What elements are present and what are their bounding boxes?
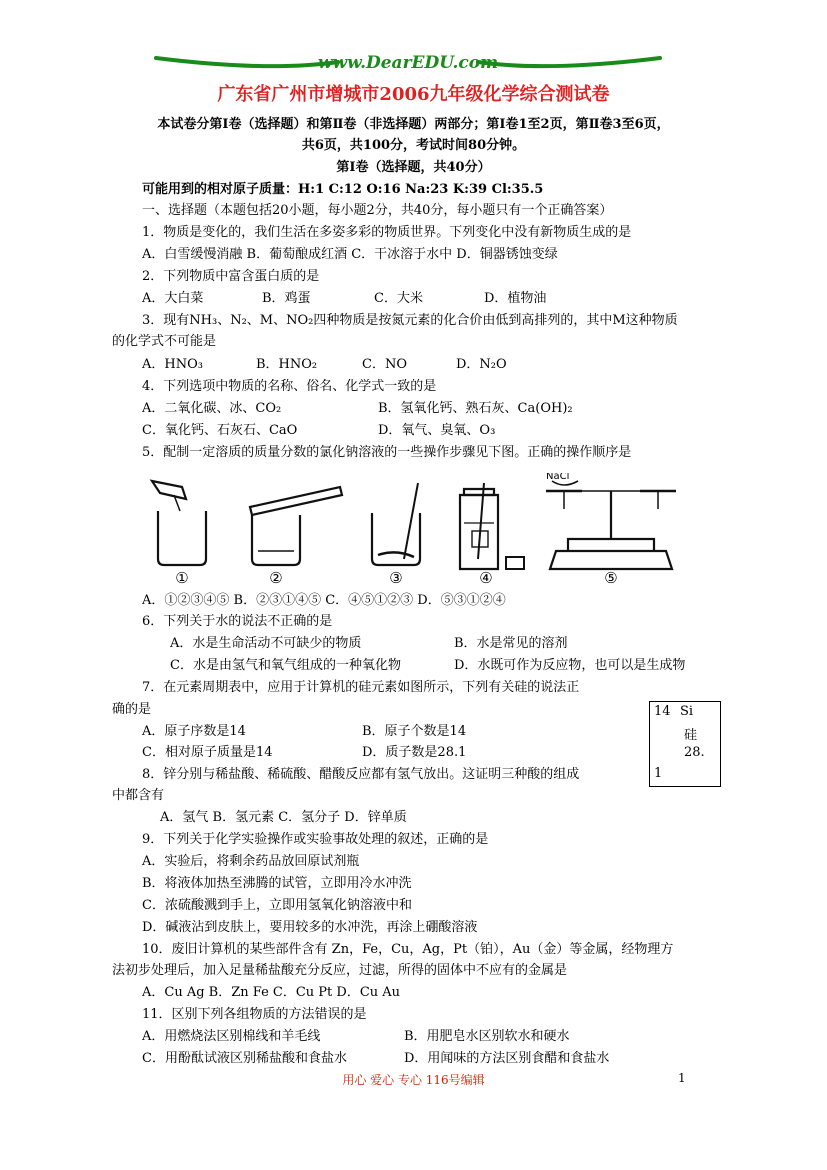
q5-stem: 5．配制一定溶质的质量分数的氯化钠溶液的一些操作步骤见下图。正确的操作顺序是: [142, 445, 632, 460]
q4-stem: 4．下列选项中物质的名称、俗名、化学式一致的是: [142, 379, 437, 394]
q5-options: A．①②③④⑤ B．②③①④⑤ C．④⑤①②③ D．⑤③①②④: [142, 593, 506, 608]
lab-steps-illustration: [142, 473, 682, 585]
q6-option-d: D．水既可作为反应物，也可以是生成物: [454, 658, 686, 673]
q3-option-d: D．N₂O: [456, 357, 507, 372]
q4-option-d: D．氧气、臭氧、O₃: [378, 423, 496, 438]
fig-label-4: ④: [479, 569, 493, 585]
page-title: 广东省广州市增城市2006九年级化学综合测试卷: [217, 84, 610, 105]
q4-option-a: A．二氧化碳、冰、CO₂: [142, 401, 282, 416]
intro-line-1: 本试卷分第Ⅰ卷（选择题）和第Ⅱ卷（非选择题）两部分；第Ⅰ卷1至2页，第Ⅱ卷3至6页，: [157, 117, 670, 132]
atomic-masses: 可能用到的相对原子质量：H:1 C:12 O:16 Na:23 K:39 Cl:35.5: [142, 182, 544, 197]
fig-label-3: ③: [389, 569, 403, 585]
q10-stem-1: 10．废旧计算机的某些部件含有 Zn，Fe，Cu，Ag，Pt（铂），Au（金）等金属，经物理方: [142, 942, 674, 957]
q5-figure: [142, 473, 682, 585]
q9-option-b: B．将液体加热至沸腾的试管，立即用冷水冲洗: [142, 876, 412, 891]
part-heading: 第Ⅰ卷（选择题，共40分）: [336, 160, 491, 175]
q9-option-d: D．碱液沾到皮肤上，要用较多的水冲洗，再涂上硼酸溶液: [142, 920, 478, 935]
q9-stem: 9．下列关于化学实验操作或实验事故处理的叙述，正确的是: [142, 832, 489, 847]
q8-stem-1: 8．锌分别与稀盐酸、稀硫酸、醋酸反应都有氢气放出。这证明三种酸的组成: [142, 767, 580, 782]
q6-option-b: B．水是常见的溶剂: [454, 636, 568, 651]
q7-stem-2: 确的是: [112, 702, 152, 717]
atomic-mass-part-2: 1: [654, 766, 663, 781]
q7-option-c: C．相对原子质量是14: [142, 745, 273, 760]
nacl-label: NaCl: [546, 473, 570, 482]
q9-option-a: A．实验后，将剩余药品放回原试剂瓶: [142, 854, 360, 869]
q6-option-c: C．水是由氢气和氧气组成的一种氧化物: [170, 658, 401, 673]
q7-option-b: B．原子个数是14: [362, 724, 467, 739]
q1-options: A．白雪缓慢消融 B．葡萄酿成红酒 C．干冰溶于水中 D．铜器锈蚀变绿: [142, 247, 558, 262]
q10-stem-2: 法初步处理后，加入足量稀盐酸充分反应，过滤，所得的固体中不应有的金属是: [112, 963, 568, 978]
q6-option-a: A．水是生命活动不可缺少的物质: [170, 636, 362, 651]
atomic-mass-part-1: 28.: [684, 745, 705, 760]
q11-option-b: B．用肥皂水区别软水和硬水: [404, 1029, 570, 1044]
q11-option-c: C．用酚酞试液区别稀盐酸和食盐水: [142, 1051, 347, 1066]
fig-label-5: ⑤: [604, 569, 618, 585]
q7-stem-1: 7．在元素周期表中，应用于计算机的硅元素如图所示，下列有关硅的说法正: [142, 680, 580, 695]
q1-stem: 1．物质是变化的，我们生活在多姿多彩的物质世界。下列变化中没有新物质生成的是: [142, 225, 632, 240]
q7-option-d: D．质子数是28.1: [362, 745, 467, 760]
intro-line-2: 共6页，共100分，考试时间80分钟。: [301, 138, 526, 153]
element-name: 硅: [684, 728, 698, 743]
q7-option-a: A．原子序数是14: [142, 724, 246, 739]
site-logo: [148, 50, 668, 80]
q3-option-b: B．HNO₂: [256, 357, 318, 372]
q8-stem-2: 中都含有: [112, 788, 165, 803]
q2-option-c: C．大米: [374, 291, 423, 306]
q2-option-d: D．植物油: [484, 291, 547, 306]
q4-option-b: B．氢氧化钙、熟石灰、Ca(OH)₂: [378, 401, 573, 416]
fig-label-1: ①: [175, 569, 189, 585]
page-number: 1: [678, 1071, 686, 1085]
q9-option-c: C．浓硫酸溅到手上，立即用氢氧化钠溶液中和: [142, 898, 412, 913]
q3-option-a: A．HNO₃: [142, 357, 203, 372]
q11-option-d: D．用闻味的方法区别食醋和食盐水: [404, 1051, 610, 1066]
q4-option-c: C．氧化钙、石灰石、CaO: [142, 423, 298, 438]
q3-stem-2: 的化学式不可能是: [112, 334, 217, 349]
silicon-element-card: [649, 701, 721, 787]
atomic-number: 14: [654, 704, 671, 719]
fig-label-2: ②: [269, 569, 283, 585]
q6-stem: 6．下列关于水的说法不正确的是: [142, 614, 333, 629]
q11-stem: 11．区别下列各组物质的方法错误的是: [142, 1007, 367, 1022]
q2-option-a: A．大白菜: [142, 291, 204, 306]
section-heading: 一、选择题（本题包括20小题，每小题2分，共40分，每小题只有一个正确答案）: [142, 203, 613, 218]
q3-stem-1: 3．现有NH₃、N₂、M、NO₂四种物质是按氮元素的化合价由低到高排列的，其中M这种物质: [142, 313, 678, 328]
element-symbol: Si: [680, 704, 694, 719]
q2-option-b: B．鸡蛋: [262, 291, 311, 306]
q3-option-c: C．NO: [362, 357, 407, 372]
q10-options: A．Cu Ag B．Zn Fe C．Cu Pt D．Cu Au: [142, 985, 401, 1000]
q2-stem: 2．下列物质中富含蛋白质的是: [142, 269, 320, 284]
page-footer: 用心 爱心 专心 116号编辑: [342, 1073, 485, 1087]
q8-options: A．氢气 B．氢元素 C．氢分子 D．锌单质: [160, 810, 407, 825]
q11-option-a: A．用燃烧法区别棉线和羊毛线: [142, 1029, 321, 1044]
site-url[interactable]: www.DearEDU.com: [317, 53, 499, 73]
